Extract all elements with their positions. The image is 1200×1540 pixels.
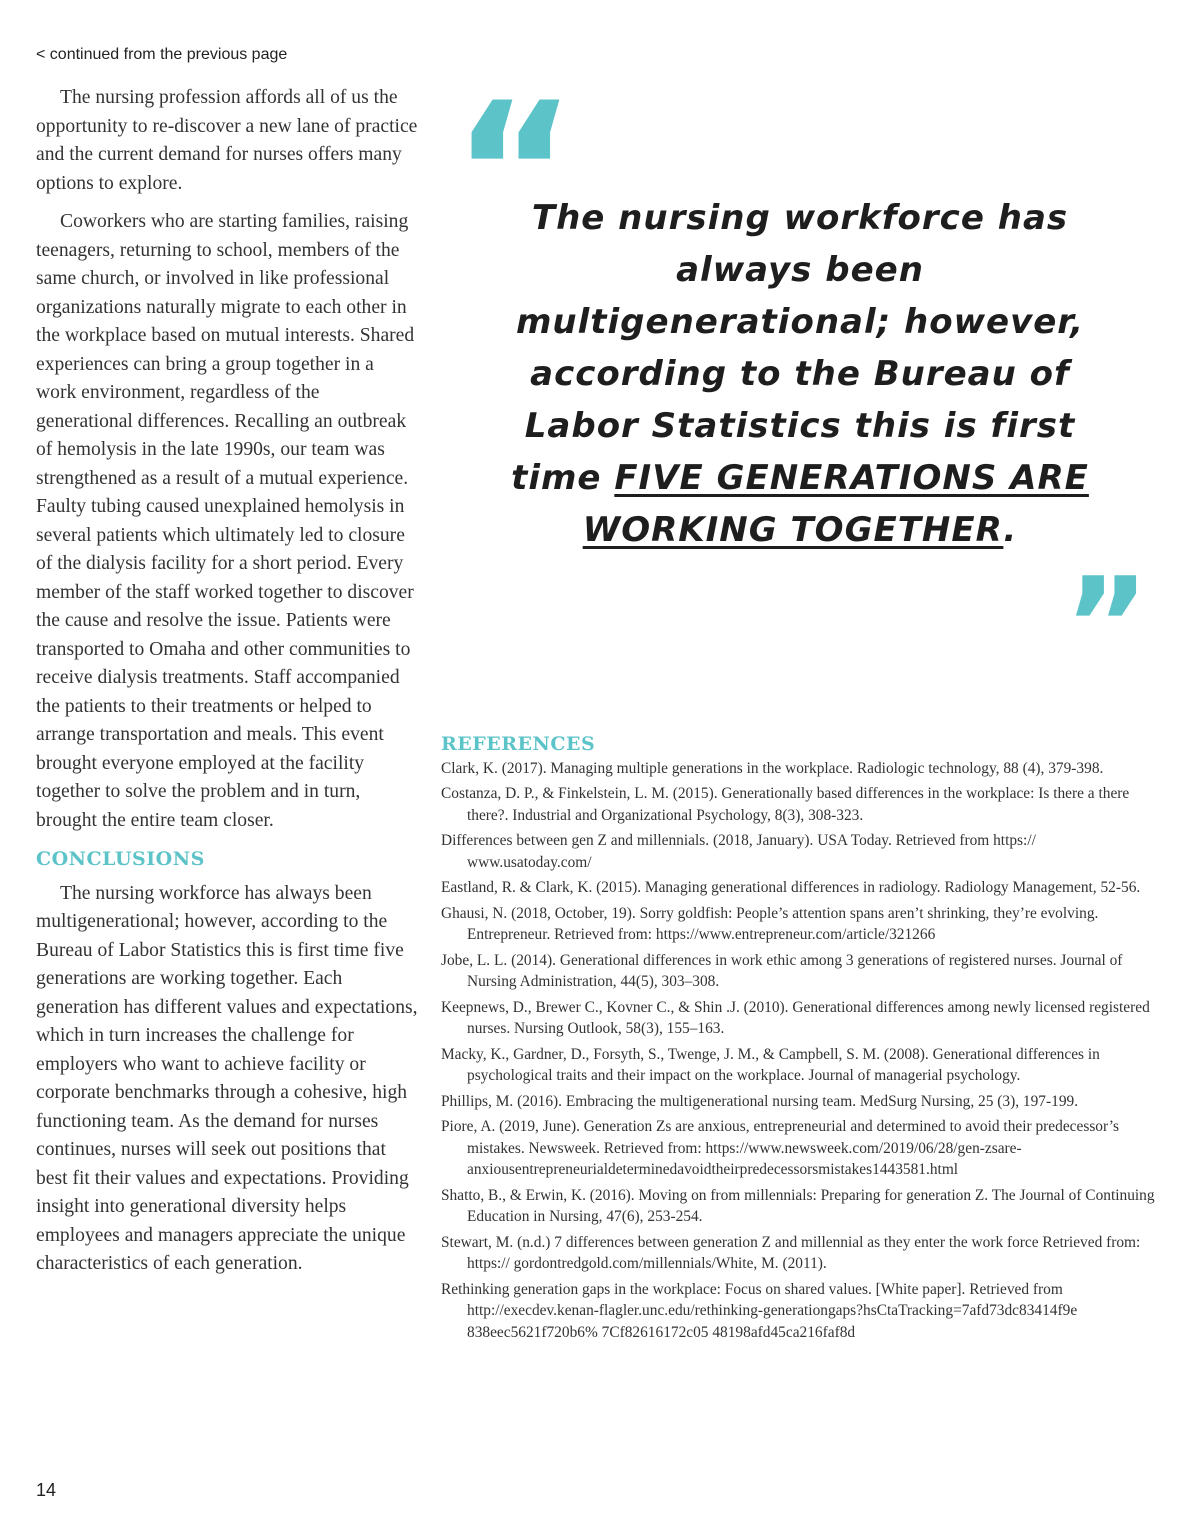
reference-item: Shatto, B., & Erwin, K. (2016). Moving on from millennials: Preparing for generation Z. The Journal of Continuing Education in Nursing, 47(6), 253-254. [441,1186,1155,1225]
reference-item: Piore, A. (2019, June). Generation Zs are anxious, entrepreneurial and determined to avoid their predecessor’s mistakes. Newsweek. Retrieved from: https://www.newsweek.com/2019/06/28/gen-zsare-anxiousentrepreneurialdeterminedavoidtheirpredecessorsmistakes1443581.html [441,1118,1119,1178]
pull-quote-emphasis: FIVE GENERATIONS ARE WORKING TOGETHER [582,458,1089,550]
open-quote-icon: “ [452,62,577,283]
reference-item: Clark, K. (2017). Managing multiple generations in the workplace. Radiologic technology, 88 (4), 379-398. [441,759,1104,777]
reference-item: Keepnews, D., Brewer C., Kovner C., & Shin .J. (2010). Generational differences among newly licensed registered nurses. Nursing Outlook, 58(3), 155–163. [441,998,1150,1037]
reference-item: Macky, K., Gardner, D., Forsyth, S., Twenge, J. M., & Campbell, S. M. (2008). Generational differences in psychological traits and their impact on the workplace. Journal of managerial psychology. [441,1045,1100,1084]
reference-item: Ghausi, N. (2018, October, 19). Sorry goldfish: People’s attention spans aren’t shrinking, they’re evolving. Entrepreneur. Retrieved from: https://www.entrepreneur.com/article/321266 [441,904,1099,943]
close-quote-icon: ” [1064,549,1150,701]
body-paragraph: Coworkers who are starting families, raising teenagers, returning to school, members of the same church, or involved in like professional organizations naturally migrate to each other in the workplace based on mutual interests. Shared experiences can bring a group together in a work environment, regardless of the generational differences. Recalling an outbreak of hemolysis in the late 1990s, our team was strengthened as a result of a mutual experience. Faulty tubing caused unexplained hemolysis in several patients which ultimately led to closure of the dialysis facility for a short period. Every member of the staff worked together to discover the cause and resolve the issue. Patients were transported to Omaha and other communities to receive dialysis treatments. Staff accompanied the patients to their treatments or helped to arrange transportation and meals. This event brought everyone employed at the facility together to solve the problem and in turn, brought the entire team closer. [36,211,415,831]
pull-quote-text: The nursing workforce has always been multigenerational; however, according to the Bureau of Labor Statistics this is first time [511,198,1084,498]
continued-note: < continued from the previous page [36,46,288,63]
reference-item: Rethinking generation gaps in the workplace: Focus on shared values. [White paper]. Retrieved from http://execdev.kenan-flagler.unc.edu/rethinking-generationgaps?hsCtaTracking=7afd73dc83414f9e 838eec5621f720b6% 7Cf82616172c05 48198afd45ca216faf8d [441,1280,1078,1341]
references-section [441,734,1163,1347]
reference-item: Differences between gen Z and millennials. (2018, January). USA Today. Retrieved from https:// www.usatoday.com/ [441,832,1036,871]
pull-quote-end: . [1003,510,1018,550]
reference-item: Stewart, M. (n.d.) 7 differences between generation Z and millennial as they enter the work force Retrieved from: https:// gordontredgold.com/millennials/White, M. (2011). [441,1233,1141,1272]
page-number: 14 [36,1480,57,1500]
reference-item: Eastland, R. & Clark, K. (2015). Managing generational differences in radiology. Radiology Management, 52-56. [441,879,1141,896]
references-heading: REFERENCES [441,733,596,755]
reference-item: Phillips, M. (2016). Embracing the multigenerational nursing team. MedSurg Nursing, 25 (3), 197-199. [441,1092,1079,1110]
reference-item: Jobe, L. L. (2014). Generational differences in work ethic among 3 generations of registered nurses. Journal of Nursing Administration, 44(5), 303–308. [441,951,1123,990]
conclusions-heading: CONCLUSIONS [36,848,205,870]
pull-quote [500,192,1100,556]
reference-item: Costanza, D. P., & Finkelstein, L. M. (2015). Generationally based differences in the workplace: Is there a there there?. Industrial and Organizational Psychology, 8(3), 308-323. [441,785,1130,824]
body-paragraph: The nursing profession affords all of us the opportunity to re-discover a new lane of practice and the current demand for nurses offers many options to explore. [36,87,418,194]
body-column [36,84,418,1289]
body-paragraph: The nursing workforce has always been multigenerational; however, according to the Bureau of Labor Statistics this is first time five generations are working together. Each generation has different values and expectations, which in turn increases the challenge for employers who want to achieve facility or corporate benchmarks through a cohesive, high functioning team. As the demand for nurses continues, nurses will seek out positions that best fit their values and expectations. Providing insight into generational diversity helps employees and managers appreciate the unique characteristics of each generation. [36,882,418,1274]
